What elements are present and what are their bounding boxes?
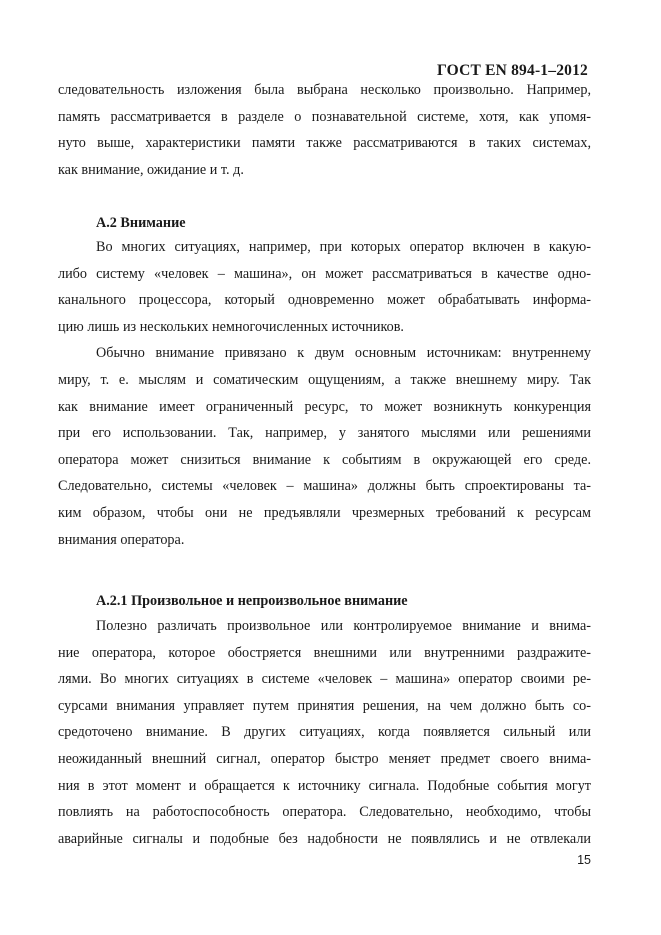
text-line: миру, т. е. мыслям и соматическим ощущениям, а также внешнему миру. Так [58,371,591,388]
text-line: средоточено внимание. В других ситуациях, когда появляется сильный или [58,724,591,741]
text-line: ния в этот момент и обращается к источнику сигнала. Подобные события могут [58,777,591,794]
text-line: при его использовании. Так, например, у занятого мыслями или решениями [58,425,591,442]
section-heading-a2: А.2 Внимание [96,215,186,231]
intro-paragraph [58,77,591,183]
text-line: либо систему «человек – машина», он может рассматриваться в качестве одно- [58,265,591,282]
text-line: сурсами внимания управляет путем принятия решения, на чем должно быть со- [58,697,591,714]
page-number: 15 [577,853,591,867]
section-heading-a21: А.2.1 Произвольное и непроизвольное внимание [96,593,408,609]
text-line: канального процессора, который одновременно может обрабатывать информа- [58,292,591,309]
text-line: внимания оператора. [58,531,185,548]
text-line: Полезно различать произвольное или контролируемое внимание и внима- [96,618,591,634]
text-line: цию лишь из нескольких немногочисленных источников. [58,318,404,335]
section-a21-body [58,613,591,852]
text-line: нуто выше, характеристики памяти также рассматриваются в таких системах, [58,135,591,152]
text-line: Следовательно, системы «человек – машина» должны быть спроектированы та- [58,478,591,495]
text-line: ким образом, чтобы они не предъявляли чрезмерных требований к ресурсам [58,504,591,521]
text-line: как внимание, ожидание и т. д. [58,161,244,178]
text-line: Во многих ситуациях, например, при которых оператор включен в какую- [96,239,591,255]
text-line: следовательность изложения была выбрана несколько произвольно. Например, [58,82,591,98]
text-line: повлиять на работоспособность оператора. Следовательно, необходимо, чтобы [58,804,591,821]
text-line: Обычно внимание привязано к двум основным источникам: внутреннему [96,345,591,362]
text-line: как внимание имеет ограниченный ресурс, то может возникнуть конкуренция [58,398,591,415]
text-line: ние оператора, которое обостряется внешними или внутренними раздражите- [58,644,591,661]
document-code-header: ГОСТ EN 894-1–2012 [436,62,588,79]
text-line: аварийные сигналы и подобные без надобности не появлялись и не отвлекали [58,830,591,847]
section-a2-body [58,234,591,553]
text-line: память рассматривается в разделе о познавательной системе, хотя, как упомя- [58,108,591,125]
text-line: оператора может снизиться внимание к событиям в окружающей его среде. [58,451,591,468]
text-line: неожиданный внешний сигнал, оператор быстро меняет предмет своего внима- [58,750,591,767]
text-line: лями. Во многих ситуациях в системе «человек – машина» оператор своими ре- [58,671,591,688]
